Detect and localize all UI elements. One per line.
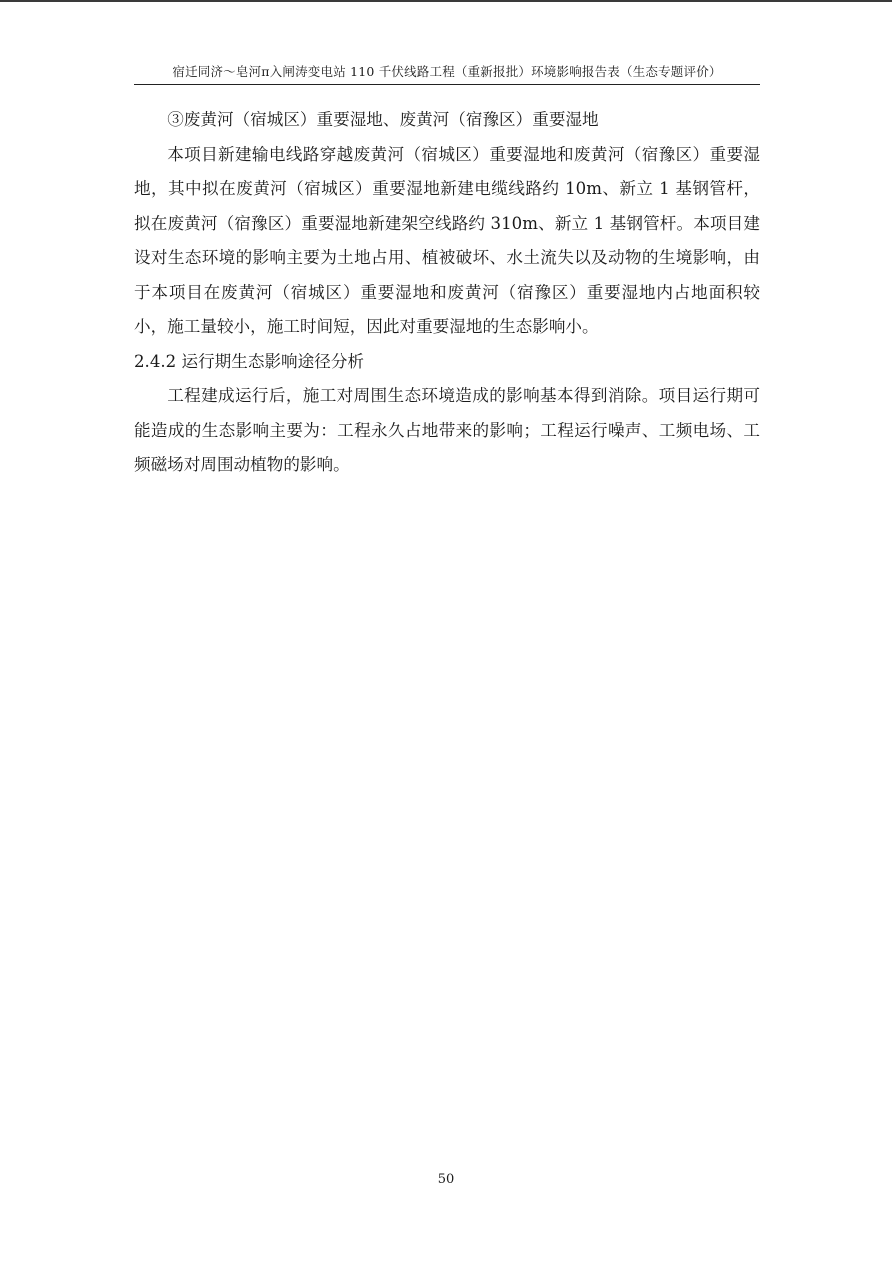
page-number: 50: [437, 1172, 455, 1187]
top-border-rule: [0, 0, 892, 2]
wetland-impact-paragraph: 本项目新建输电线路穿越废黄河（宿城区）重要湿地和废黄河（宿豫区）重要湿地，其中拟在废黄河（宿城区）重要湿地新建电缆线路约 10m、新立 1 基钢管杆，拟在废黄河（宿豫区）重要湿地新建架空线路约 310m、新立 1 基钢管杆。本项目建设对生态环境的影响主要为土地占用、植被破坏、水土流失以及动物的生境影响，由于本项目在废黄河（宿城区）重要湿地和废黄河（宿豫区）重要湿地内占地面积较小，施工量较小，施工时间短，因此对重要湿地的生态影响小。: [134, 144, 760, 336]
operation-impact-paragraph: 工程建成运行后，施工对周围生态环境造成的影响基本得到消除。项目运行期可能造成的生态影响主要为：工程永久占地带来的影响；工程运行噪声、工频电场、工频磁场对周围动植物的影响。: [134, 386, 760, 474]
page-body: [134, 103, 760, 483]
section-title: 2.4.2 运行期生态影响途径分析: [134, 351, 365, 371]
page-header: [134, 62, 760, 85]
page-footer: [0, 1170, 892, 1190]
header-title: 宿迁同济～皂河π入闸涛变电站 110 千伏线路工程（重新报批）环境影响报告表（生态专题评价）: [172, 64, 722, 79]
wetland-subheading: ③废黄河（宿城区）重要湿地、废黄河（宿豫区）重要湿地: [167, 110, 599, 129]
